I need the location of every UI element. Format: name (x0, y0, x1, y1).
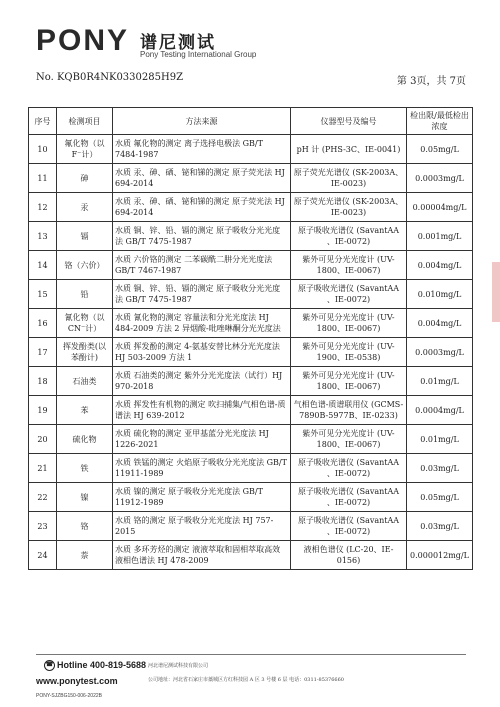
cell-no: 22 (29, 483, 57, 512)
report-header (36, 24, 466, 64)
table-row (29, 483, 473, 512)
table-row (29, 309, 473, 338)
footer-website: www.ponytest.com (36, 676, 118, 686)
report-number: No. KQB0R4NK0330285H9Z (36, 72, 184, 83)
cell-limit: 0.000012mg/L (407, 541, 473, 570)
cell-instrument: 紫外可见分光光度计 (UV-1800、IE-0067) (291, 309, 407, 338)
cell-no: 20 (29, 425, 57, 454)
phone-icon: ☎ (44, 660, 55, 671)
company-logo: PONY (36, 24, 130, 57)
cell-instrument: 紫外可见分光光度计 (UV-1800、IE-0067) (291, 251, 407, 280)
table-row (29, 425, 473, 454)
col-header-item: 检测项目 (57, 108, 113, 135)
cell-limit: 0.004mg/L (407, 309, 473, 338)
table-row (29, 135, 473, 164)
cell-method: 水质 汞、砷、硒、铋和锑的测定 原子荧光法 HJ 694-2014 (113, 164, 291, 193)
cell-limit: 0.01mg/L (407, 425, 473, 454)
cell-no: 14 (29, 251, 57, 280)
cell-limit: 0.01mg/L (407, 367, 473, 396)
cell-instrument: 原子吸收光谱仪 (SavantAA 、IE-0072) (291, 483, 407, 512)
cell-method: 水质 铜、锌、铅、镉的测定 原子吸收分光光度法 GB/T 7475-1987 (113, 280, 291, 309)
cell-no: 11 (29, 164, 57, 193)
table-row (29, 193, 473, 222)
cell-method: 水质 石油类的测定 紫外分光光度法（试行）HJ 970-2018 (113, 367, 291, 396)
cell-instrument: 原子荧光光谱仪 (SK-2003A、IE-0023) (291, 164, 407, 193)
cell-instrument: 气相色谱-质谱联用仪 (GCMS-7890B-5977B、IE-0233) (291, 396, 407, 425)
cell-no: 19 (29, 396, 57, 425)
cell-no: 12 (29, 193, 57, 222)
method-table (28, 107, 473, 570)
cell-method: 水质 挥发酚的测定 4-氨基安替比林分光光度法 HJ 503-2009 方法 1 (113, 338, 291, 367)
col-header-limit: 检出限/最低检出浓度 (407, 108, 473, 135)
footer-divider (36, 654, 466, 655)
cell-item: 苯 (57, 396, 113, 425)
cell-instrument: 紫外可见分光光度计 (UV-1800、IE-0067) (291, 367, 407, 396)
cell-method: 水质 六价铬的测定 二苯碳酰二肼分光光度法 GB/T 7467-1987 (113, 251, 291, 280)
cell-instrument: 原子吸收光谱仪 (SavantAA 、IE-0072) (291, 454, 407, 483)
table-row (29, 222, 473, 251)
cell-item: 铅 (57, 280, 113, 309)
cell-item: 砷 (57, 164, 113, 193)
cell-item: 石油类 (57, 367, 113, 396)
cell-method: 水质 硫化物的测定 亚甲基蓝分光光度法 HJ 1226-2021 (113, 425, 291, 454)
table-row (29, 280, 473, 309)
cell-limit: 0.0004mg/L (407, 396, 473, 425)
cell-instrument: 原子荧光光谱仪 (SK-2003A、IE-0023) (291, 193, 407, 222)
cell-limit: 0.010mg/L (407, 280, 473, 309)
cell-limit: 0.0003mg/L (407, 338, 473, 367)
cell-no: 13 (29, 222, 57, 251)
page-indicator: 第 3页，共 7页 (396, 76, 466, 87)
cell-item: 镍 (57, 483, 113, 512)
table-row (29, 367, 473, 396)
cell-no: 21 (29, 454, 57, 483)
company-name-cn: 谱尼测试 (140, 33, 216, 53)
cell-item: 铬 (57, 512, 113, 541)
col-header-method: 方法来源 (113, 108, 291, 135)
col-header-instrument: 仪器型号及编号 (291, 108, 407, 135)
cell-method: 水质 挥发性有机物的测定 吹扫捕集/气相色谱-质谱法 HJ 639-2012 (113, 396, 291, 425)
cell-item: 镉 (57, 222, 113, 251)
cell-no: 17 (29, 338, 57, 367)
cell-method: 水质 多环芳烃的测定 液液萃取和固相萃取高效液相色谱法 HJ 478-2009 (113, 541, 291, 570)
cell-method: 水质 氟化物的测定 离子选择电极法 GB/T 7484-1987 (113, 135, 291, 164)
cell-limit: 0.0003mg/L (407, 164, 473, 193)
cell-method: 水质 铁锰的测定 火焰原子吸收分光光度法 GB/T 11911-1989 (113, 454, 291, 483)
table-row (29, 454, 473, 483)
cell-limit: 0.03mg/L (407, 512, 473, 541)
side-seal-stamp (492, 262, 500, 322)
col-header-no: 序号 (29, 108, 57, 135)
cell-no: 15 (29, 280, 57, 309)
cell-limit: 0.001mg/L (407, 222, 473, 251)
cell-no: 16 (29, 309, 57, 338)
cell-instrument: 原子吸收光谱仪 (SavantAA 、IE-0072) (291, 222, 407, 251)
cell-item: 硫化物 (57, 425, 113, 454)
cell-instrument: 原子吸收光谱仪 (SavantAA 、IE-0072) (291, 280, 407, 309)
footer-hotline: ☎ Hotline 400-819-5688 (45, 660, 147, 670)
cell-item: 氰化物（以 CN⁻计） (57, 309, 113, 338)
cell-item: 萘 (57, 541, 113, 570)
cell-method: 水质 镍的测定 原子吸收分光光度法 GB/T 11912-1989 (113, 483, 291, 512)
cell-no: 24 (29, 541, 57, 570)
cell-item: 挥发酚类(以苯酚计) (57, 338, 113, 367)
table-row (29, 251, 473, 280)
footer-address: 公司地址：河北省石家庄市藁城区方红科技园 A 区 3 号楼 6 层 电话：0311-85376660 (148, 677, 344, 683)
cell-no: 18 (29, 367, 57, 396)
cell-limit: 0.05mg/L (407, 483, 473, 512)
cell-method: 水质 汞、砷、硒、铋和锑的测定 原子荧光法 HJ 694-2014 (113, 193, 291, 222)
cell-instrument: pH 计 (PHS-3C、IE-0041) (291, 135, 407, 164)
cell-instrument: 紫外可见分光光度计 (UV-1900、IE-0538) (291, 338, 407, 367)
table-row (29, 512, 473, 541)
cell-method: 水质 铬的测定 原子吸收分光光度法 HJ 757-2015 (113, 512, 291, 541)
cell-method: 水质 铜、锌、铅、镉的测定 原子吸收分光光度法 GB/T 7475-1987 (113, 222, 291, 251)
cell-item: 铬（六价） (57, 251, 113, 280)
cell-item: 铁 (57, 454, 113, 483)
cell-limit: 0.05mg/L (407, 135, 473, 164)
table-header-row (29, 108, 473, 135)
cell-item: 氟化物（以 F⁻计） (57, 135, 113, 164)
cell-item: 汞 (57, 193, 113, 222)
table-row (29, 396, 473, 425)
table-row (29, 164, 473, 193)
cell-limit: 0.00004mg/L (407, 193, 473, 222)
cell-no: 10 (29, 135, 57, 164)
cell-method: 水质 氰化物的测定 容量法和分光光度法 HJ 484-2009 方法 2 异烟酸-吡唑啉酮分光光度法 (113, 309, 291, 338)
cell-no: 23 (29, 512, 57, 541)
table-row (29, 541, 473, 570)
footer-company: 河北谱尼测试科技有限公司 (148, 663, 209, 669)
cell-limit: 0.03mg/L (407, 454, 473, 483)
cell-limit: 0.004mg/L (407, 251, 473, 280)
cell-instrument: 原子吸收光谱仪 (SavantAA 、IE-0072) (291, 512, 407, 541)
footer-form-code: PONY-SJZBG150-006-2022B (36, 693, 102, 699)
cell-instrument: 液相色谱仪 (LC-20、IE-0156) (291, 541, 407, 570)
company-name-en: Pony Testing International Group (140, 50, 257, 59)
cell-instrument: 紫外可见分光光度计 (UV-1800、IE-0067) (291, 425, 407, 454)
table-row (29, 338, 473, 367)
